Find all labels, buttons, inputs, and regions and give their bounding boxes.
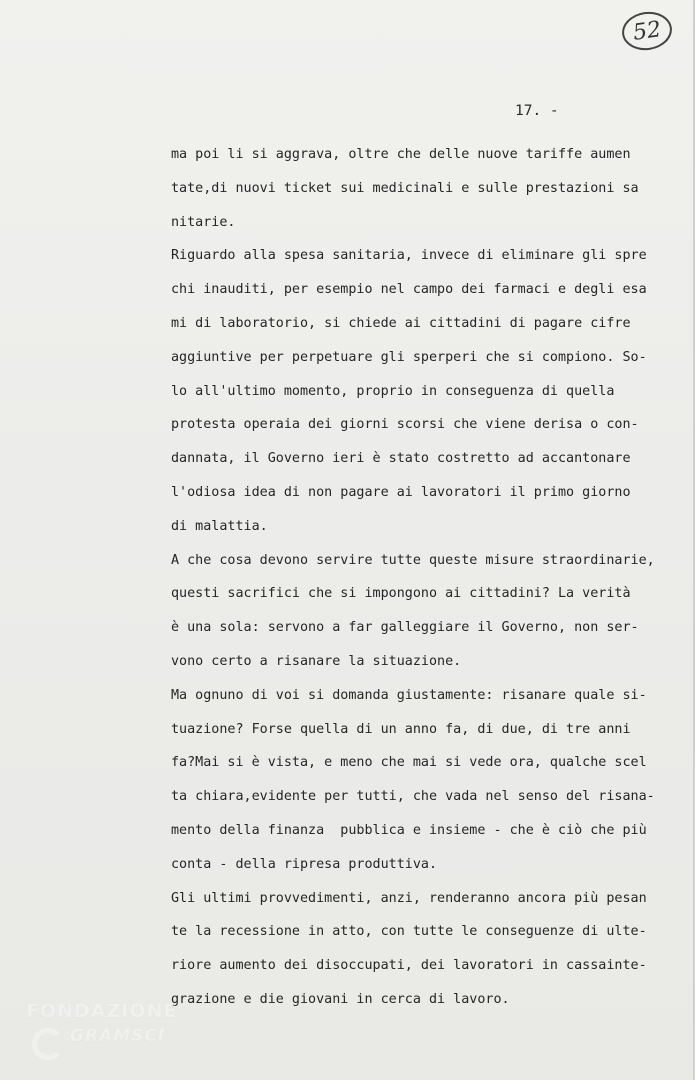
folio-stamp	[620, 9, 675, 54]
watermark-line-2: GRAMSCI	[70, 1026, 166, 1046]
text-line: grazione e die giovani in cerca di lavoro.	[171, 991, 510, 1007]
page-number: 17. -	[515, 103, 559, 119]
text-line: tate,di nuovi ticket sui medicinali e sulle prestazioni sa	[171, 180, 639, 196]
watermark-logo	[26, 1000, 226, 1080]
text-line: aggiuntive per perpetuare gli sperperi che si compiono. So-	[171, 349, 647, 365]
text-line: A che cosa devono servire tutte queste misure straordinarie,	[171, 552, 655, 568]
text-line: mento della finanza pubblica e insieme - che è ciò che più	[171, 822, 647, 838]
text-line: Gli ultimi provvedimenti, anzi, renderanno ancora più pesan	[171, 890, 647, 906]
text-line: chi inauditi, per esempio nel campo dei farmaci e degli esa	[171, 282, 647, 298]
text-line: questi sacrifici che si impongono ai cittadini? La verità	[171, 586, 631, 602]
text-line: protesta operaia dei giorni scorsi che viene derisa o con-	[171, 417, 639, 433]
text-line: vono certo a risanare la situazione.	[171, 653, 462, 669]
text-line: ma poi li si aggrava, oltre che delle nuove tariffe aumen	[171, 147, 631, 162]
text-line: di malattia.	[171, 518, 268, 534]
text-line: mi di laboratorio, si chiede ai cittadini di pagare cifre	[171, 315, 631, 331]
text-line: Riguardo alla spesa sanitaria, invece di eliminare gli spre	[171, 248, 647, 264]
typed-text-body	[171, 138, 676, 1017]
text-line: ta chiara,evidente per tutti, che vada nel senso del risana-	[171, 789, 655, 805]
watermark-line-1: FONDAZIONE	[26, 1000, 178, 1022]
text-line: è una sola: servono a far galleggiare il Governo, non ser-	[171, 620, 639, 636]
text-line: te la recessione in atto, con tutte le conseguenze di ulte-	[171, 924, 647, 940]
watermark-circle-icon	[32, 1028, 64, 1060]
text-line: nitarie.	[171, 214, 236, 230]
text-line: riore aumento dei disoccupati, dei lavoratori in cassainte-	[171, 958, 647, 974]
text-line: dannata, il Governo ieri è stato costretto ad accantonare	[171, 451, 631, 467]
text-line: tuazione? Forse quella di un anno fa, di due, di tre anni	[171, 721, 631, 737]
text-line: lo all'ultimo momento, proprio in conseguenza di quella	[171, 383, 615, 399]
text-line: Ma ognuno di voi si domanda giustamente: risanare quale si-	[171, 687, 647, 703]
text-line: l'odiosa idea di non pagare ai lavoratori il primo giorno	[171, 484, 631, 500]
text-line: conta - della ripresa produttiva.	[171, 856, 438, 872]
text-line: fa?Mai si è vista, e meno che mai si vede ora, qualche scel	[171, 755, 647, 771]
folio-number: 52	[631, 16, 663, 46]
